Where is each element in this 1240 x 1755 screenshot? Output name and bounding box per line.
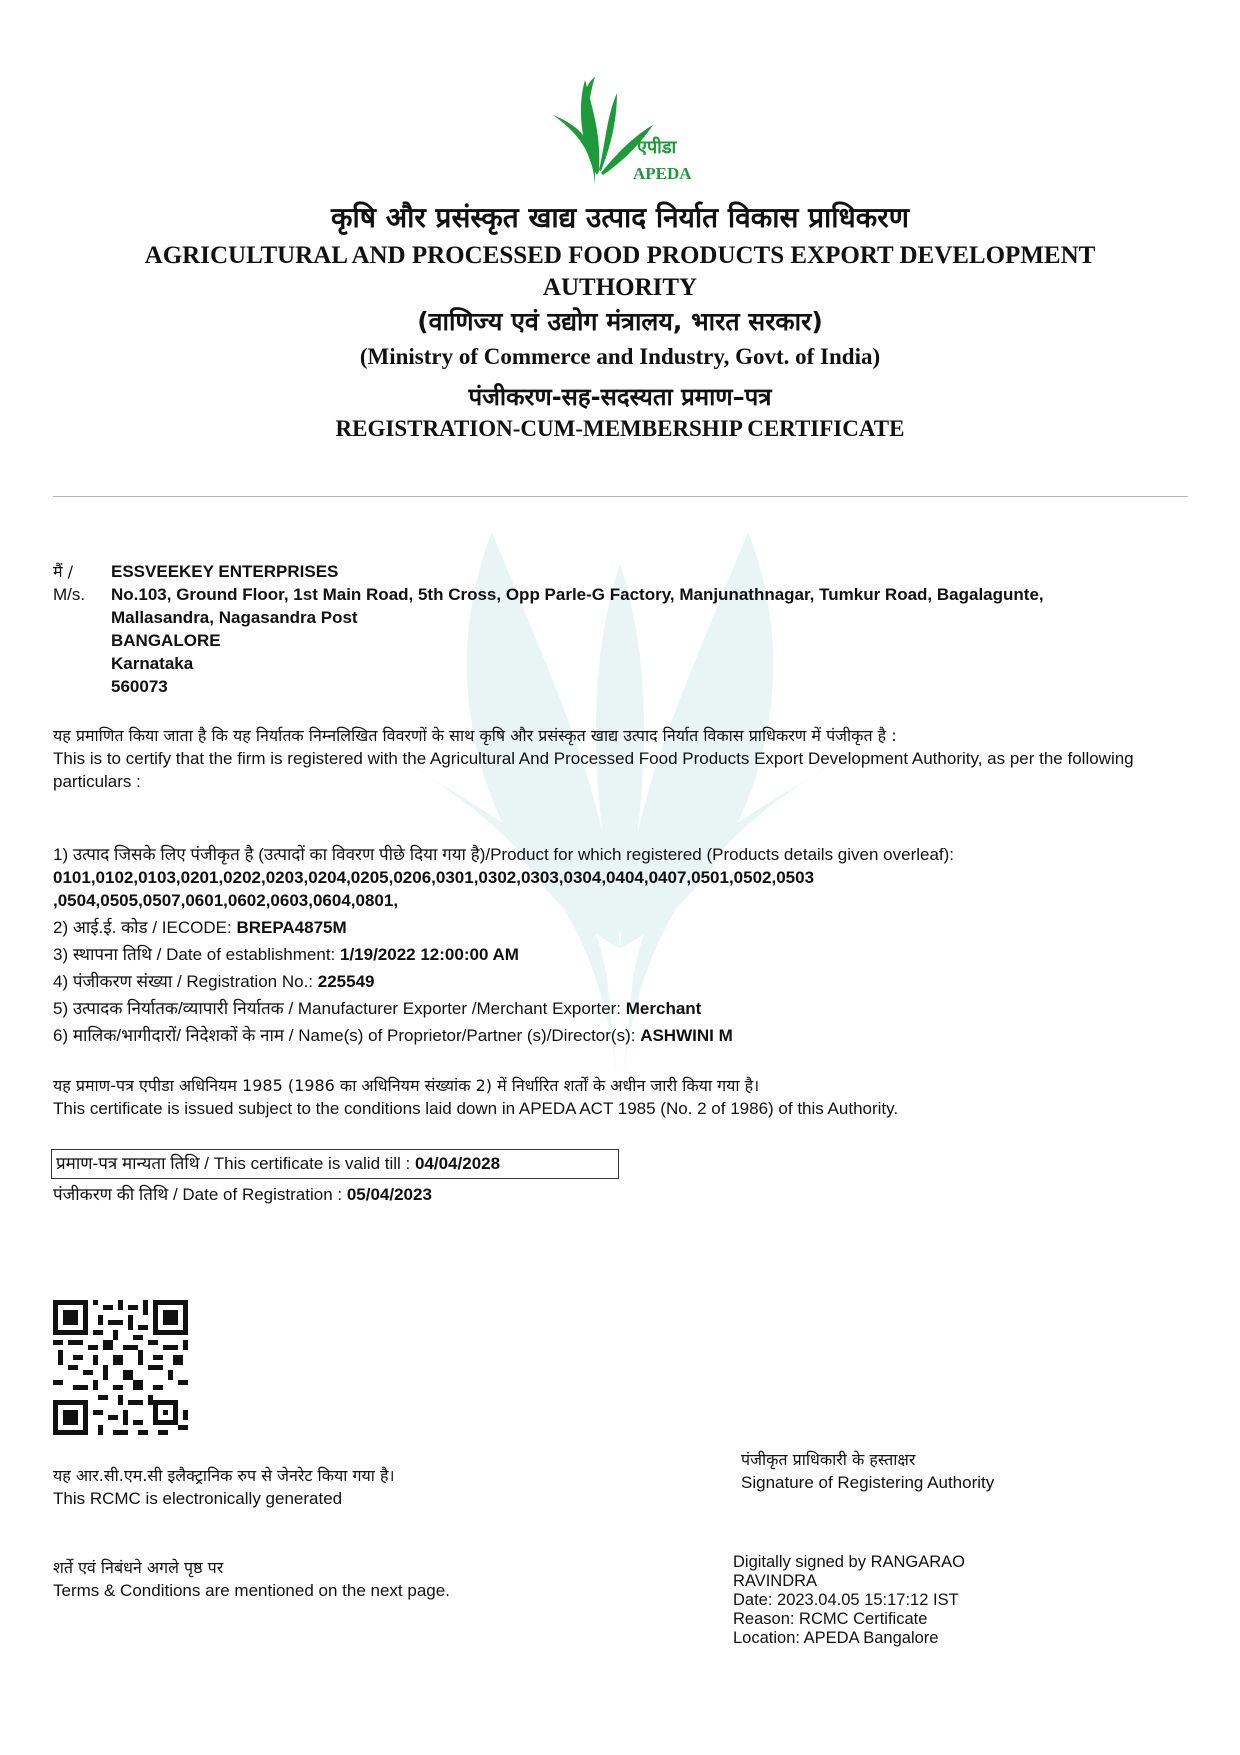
establishment-row xyxy=(53,943,1188,966)
names-label: 6) मालिक/भागीदारों/ निदेशकों के नाम / Name(s) of Proprietor/Partner (s)/Director(s): xyxy=(53,1026,641,1045)
signature-hindi: पंजीकृत प्राधिकारी के हस्ताक्षर xyxy=(741,1450,916,1469)
exporter-label: 5) उत्पादक निर्यातक/व्यापारी निर्यातक / Manufacturer Exporter /Merchant Exporter: xyxy=(53,999,626,1018)
signature-english: Signature of Registering Authority xyxy=(741,1473,995,1492)
names-value: ASHWINI M xyxy=(640,1026,733,1045)
certify-statement xyxy=(53,724,1188,793)
establishment-label: 3) स्थापना तिथि / Date of establishment: xyxy=(53,945,340,964)
particulars-list xyxy=(53,843,1188,1047)
electronic-english: This RCMC is electronically generated xyxy=(53,1489,343,1508)
registration-date-value: 05/04/2023 xyxy=(346,1185,432,1204)
iecode-row xyxy=(53,916,1188,939)
digsig-line4: Reason: RCMC Certificate xyxy=(733,1610,928,1628)
firm-name: ESSVEEKEY ENTERPRISES xyxy=(111,562,339,581)
digsig-line3: Date: 2023.04.05 15:17:12 IST xyxy=(733,1591,959,1609)
names-row xyxy=(53,1024,1188,1047)
exporter-value: Merchant xyxy=(625,999,702,1018)
iecode-value: BREPA4875M xyxy=(236,918,347,937)
certify-english: This is to certify that the firm is registered with the Agricultural And Processed Food Products Export Development Authority, as per the following particulars : xyxy=(53,749,1134,791)
act-statement xyxy=(53,1074,1188,1120)
terms-hindi: शर्ते एवं निबंधने अगले पृष्ठ पर xyxy=(53,1558,224,1577)
qr-code xyxy=(53,1300,188,1435)
regno-label: 4) पंजीकरण संख्या / Registration No.: xyxy=(53,972,318,991)
address-city: BANGALORE xyxy=(111,631,221,650)
products-codes-line1: 0101,0102,0103,0201,0202,0203,0204,0205,0206,0301,0302,0303,0304,0404,0407,0501,0502,0503 xyxy=(53,868,815,887)
iecode-label: 2) आई.ई. कोड / IECODE: xyxy=(53,918,237,937)
terms-note xyxy=(53,1556,450,1602)
certificate-title-english: REGISTRATION-CUM-MEMBERSHIP CERTIFICATE xyxy=(335,416,905,441)
electronic-note xyxy=(53,1464,395,1510)
addressee-block xyxy=(111,560,1191,698)
certificate-title-hindi: पंजीकरण-सह-सदस्यता प्रमाण–पत्र xyxy=(468,383,772,411)
digsig-line1: Digitally signed by RANGARAO xyxy=(733,1553,965,1571)
exporter-row xyxy=(53,997,1188,1020)
logo-text-hindi: एपीडा xyxy=(637,137,677,158)
authority-title-english: AGRICULTURAL AND PROCESSED FOOD PRODUCTS EXPORT DEVELOPMENT AUTHORITY xyxy=(144,242,1096,301)
digital-signature xyxy=(733,1553,1033,1648)
validity-value: 04/04/2028 xyxy=(414,1154,501,1173)
logo-text-english: APEDA xyxy=(633,164,692,183)
addressee-label-hindi: मैं / xyxy=(53,562,74,581)
ministry-hindi: (वाणिज्य एवं उद्योग मंत्रालय, भारत सरकार) xyxy=(417,307,823,336)
registration-date-row xyxy=(53,1183,432,1206)
terms-english: Terms & Conditions are mentioned on the next page. xyxy=(53,1581,450,1600)
address-pincode: 560073 xyxy=(111,677,168,696)
address-line1: No.103, Ground Floor, 1st Main Road, 5th Cross, Opp Parle-G Factory, Manjunathnagar, Tumkur Road, Bagalagunte, xyxy=(111,585,1044,604)
authority-title-hindi: कृषि और प्रसंस्कृत खाद्य उत्पाद निर्यात विकास प्राधिकरण xyxy=(331,201,909,234)
products-codes-line2: ,0504,0505,0507,0601,0602,0603,0604,0801, xyxy=(53,891,399,910)
signature-authority xyxy=(741,1448,994,1494)
certify-hindi: यह प्रमाणित किया जाता है कि यह निर्यातक निम्नलिखित विवरणों के साथ कृषि और प्रसंस्कृत खाद्य उत्पाद निर्यात विकास प्राधिकरण में पंजीकृत है : xyxy=(53,726,897,745)
apeda-logo xyxy=(545,75,705,195)
addressee-label-english: M/s. xyxy=(53,585,86,604)
validity-label: प्रमाण-पत्र मान्यता तिथि / This certificate is valid till : xyxy=(56,1154,415,1173)
digsig-line5: Location: APEDA Bangalore xyxy=(733,1629,939,1647)
establishment-value: 1/19/2022 12:00:00 AM xyxy=(340,945,519,964)
ministry-english: (Ministry of Commerce and Industry, Govt. of India) xyxy=(359,344,881,369)
address-line2: Mallasandra, Nagasandra Post xyxy=(111,608,358,627)
header-divider xyxy=(53,496,1188,497)
act-hindi: यह प्रमाण-पत्र एपीडा अधिनियम 1985 (1986 का अधिनियम संख्यांक 2) में निर्धारित शर्तों के अधीन जारी किया गया है। xyxy=(53,1076,760,1095)
validity-row xyxy=(56,1152,500,1175)
registration-date-label: पंजीकरण की तिथि / Date of Registration : xyxy=(53,1185,347,1204)
electronic-hindi: यह आर.सी.एम.सी इलैक्ट्रानिक रुप से जेनरेट किया गया है। xyxy=(53,1466,395,1485)
act-english: This certificate is issued subject to the conditions laid down in APEDA ACT 1985 (No. 2 of 1986) of this Authority. xyxy=(53,1099,899,1118)
digsig-line2: RAVINDRA xyxy=(733,1572,818,1590)
regno-value: 225549 xyxy=(317,972,375,991)
address-state: Karnataka xyxy=(111,654,194,673)
products-label: 1) उत्पाद जिसके लिए पंजीकृत है (उत्पादों का विवरण पीछे दिया गया है)/Product for which registered (Products details given overleaf): xyxy=(53,845,955,864)
regno-row xyxy=(53,970,1188,993)
addressee-label xyxy=(53,560,103,606)
